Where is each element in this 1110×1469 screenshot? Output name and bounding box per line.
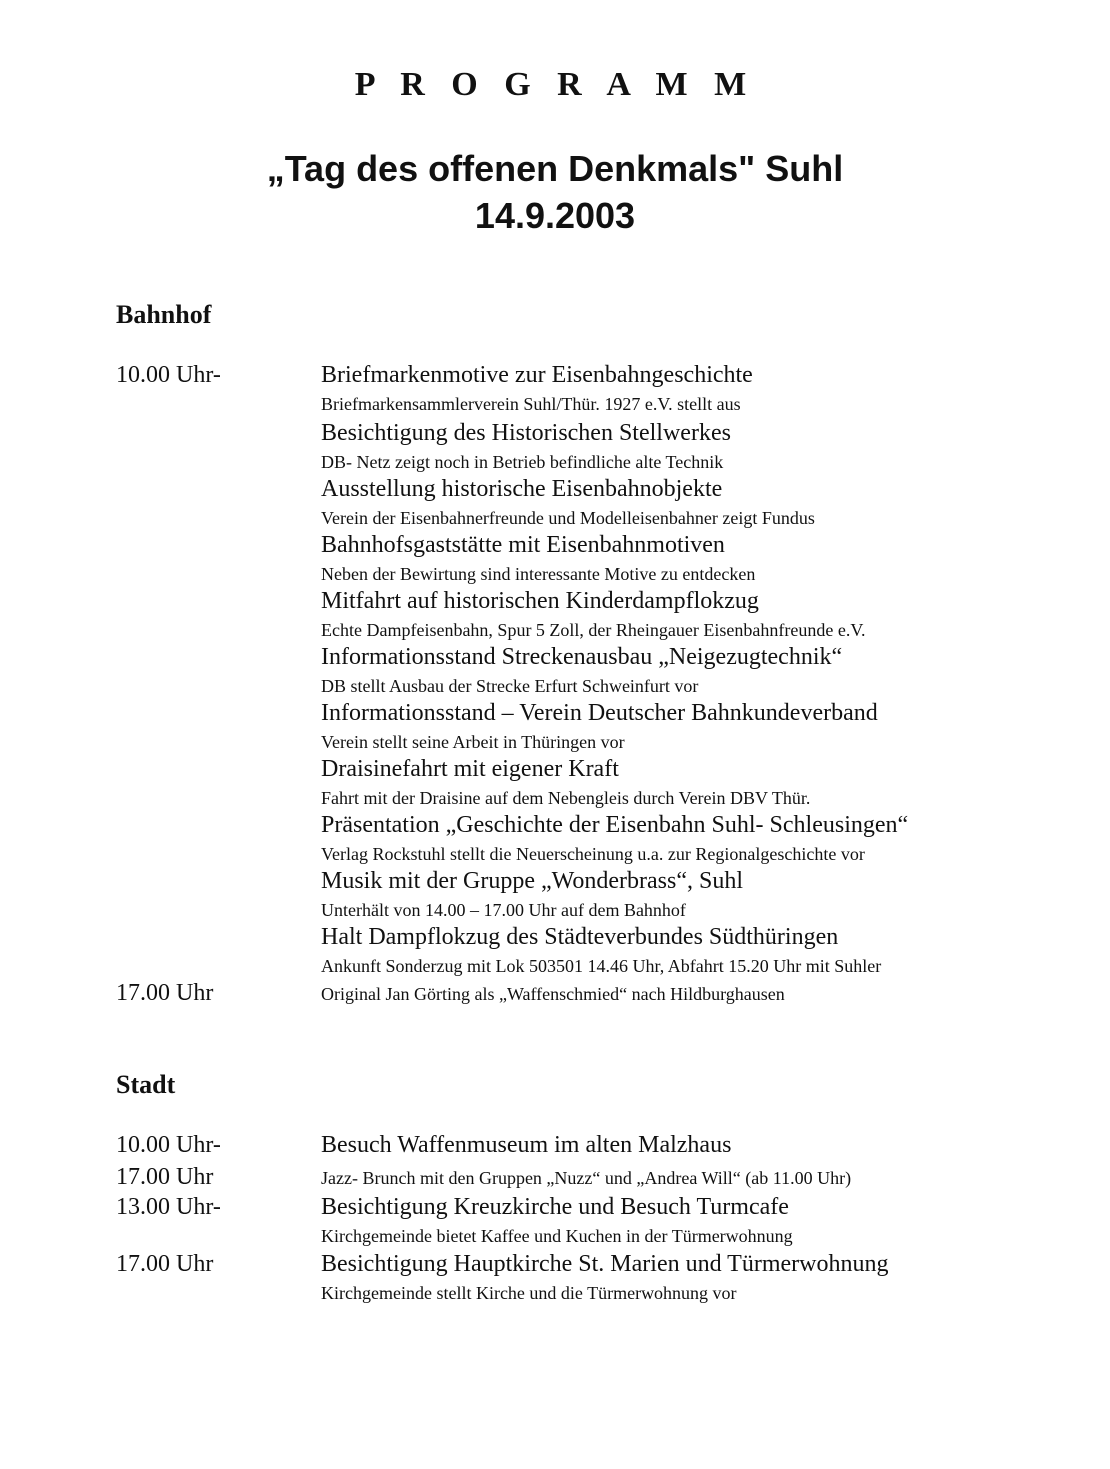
event-title: Besuch Waffenmuseum im alten Malzhaus [321,1132,732,1158]
time-label: 17.00 Uhr [116,1164,214,1190]
event-title: Halt Dampflokzug des Städteverbundes Südthüringen [321,924,839,950]
event-description: Echte Dampfeisenbahn, Spur 5 Zoll, der Rheingauer Eisenbahnfreunde e.V. [321,620,866,640]
time-label: 13.00 Uhr- [116,1194,221,1220]
event-title: Ausstellung historische Eisenbahnobjekte [321,476,723,502]
event-description: Neben der Bewirtung sind interessante Motive zu entdecken [321,564,756,584]
event-title: „Tag des offenen Denkmals" Suhl [266,148,844,189]
event-description: Jazz- Brunch mit den Gruppen „Nuzz“ und „Andrea Will“ (ab 11.00 Uhr) [321,1168,852,1188]
section-heading-stadt: Stadt [116,1070,176,1099]
event-description: Original Jan Görting als „Waffenschmied“ nach Hildburghausen [321,984,785,1004]
event-description: DB stellt Ausbau der Strecke Erfurt Schweinfurt vor [321,676,699,696]
event-description: Verlag Rockstuhl stellt die Neuerscheinung u.a. zur Regionalgeschichte vor [321,844,865,864]
time-label: 17.00 Uhr [116,1251,214,1277]
event-description: Ankunft Sonderzug mit Lok 503501 14.46 Uhr, Abfahrt 15.20 Uhr mit Suhler [321,956,882,976]
event-description: Verein der Eisenbahnerfreunde und Modelleisenbahner zeigt Fundus [321,508,815,528]
event-title: Besichtigung des Historischen Stellwerkes [321,420,731,446]
event-description: Unterhält von 14.00 – 17.00 Uhr auf dem Bahnhof [321,900,686,920]
event-title: Präsentation „Geschichte der Eisenbahn Suhl- Schleusingen“ [321,812,909,838]
section-heading-bahnhof: Bahnhof [116,300,212,329]
event-title: Besichtigung Hauptkirche St. Marien und Türmerwohnung [321,1251,889,1277]
event-description: Kirchgemeinde bietet Kaffee und Kuchen in der Türmerwohnung [321,1226,793,1246]
time-label: 10.00 Uhr- [116,1132,221,1158]
event-description: Briefmarkensammlerverein Suhl/Thür. 1927 e.V. stellt aus [321,394,741,414]
event-title: Musik mit der Gruppe „Wonderbrass“, Suhl [321,868,743,894]
event-description: Kirchgemeinde stellt Kirche und die Türmerwohnung vor [321,1283,737,1303]
event-date: 14.9.2003 [474,195,636,236]
event-title: Mitfahrt auf historischen Kinderdampflokzug [321,588,759,614]
event-description: Verein stellt seine Arbeit in Thüringen vor [321,732,625,752]
time-end: 17.00 Uhr [116,980,214,1006]
time-start: 10.00 Uhr- [116,362,221,388]
event-title: Besichtigung Kreuzkirche und Besuch Turmcafe [321,1194,789,1220]
program-heading: P R O G R A M M [354,66,756,103]
event-title: Briefmarkenmotive zur Eisenbahngeschichte [321,362,753,388]
event-title: Draisinefahrt mit eigener Kraft [321,756,619,782]
event-title: Bahnhofsgaststätte mit Eisenbahnmotiven [321,532,725,558]
event-description: DB- Netz zeigt noch in Betrieb befindliche alte Technik [321,452,724,472]
event-description: Fahrt mit der Draisine auf dem Nebengleis durch Verein DBV Thür. [321,788,811,808]
event-title: Informationsstand – Verein Deutscher Bahnkundeverband [321,700,878,726]
event-title: Informationsstand Streckenausbau „Neigezugtechnik“ [321,644,843,670]
